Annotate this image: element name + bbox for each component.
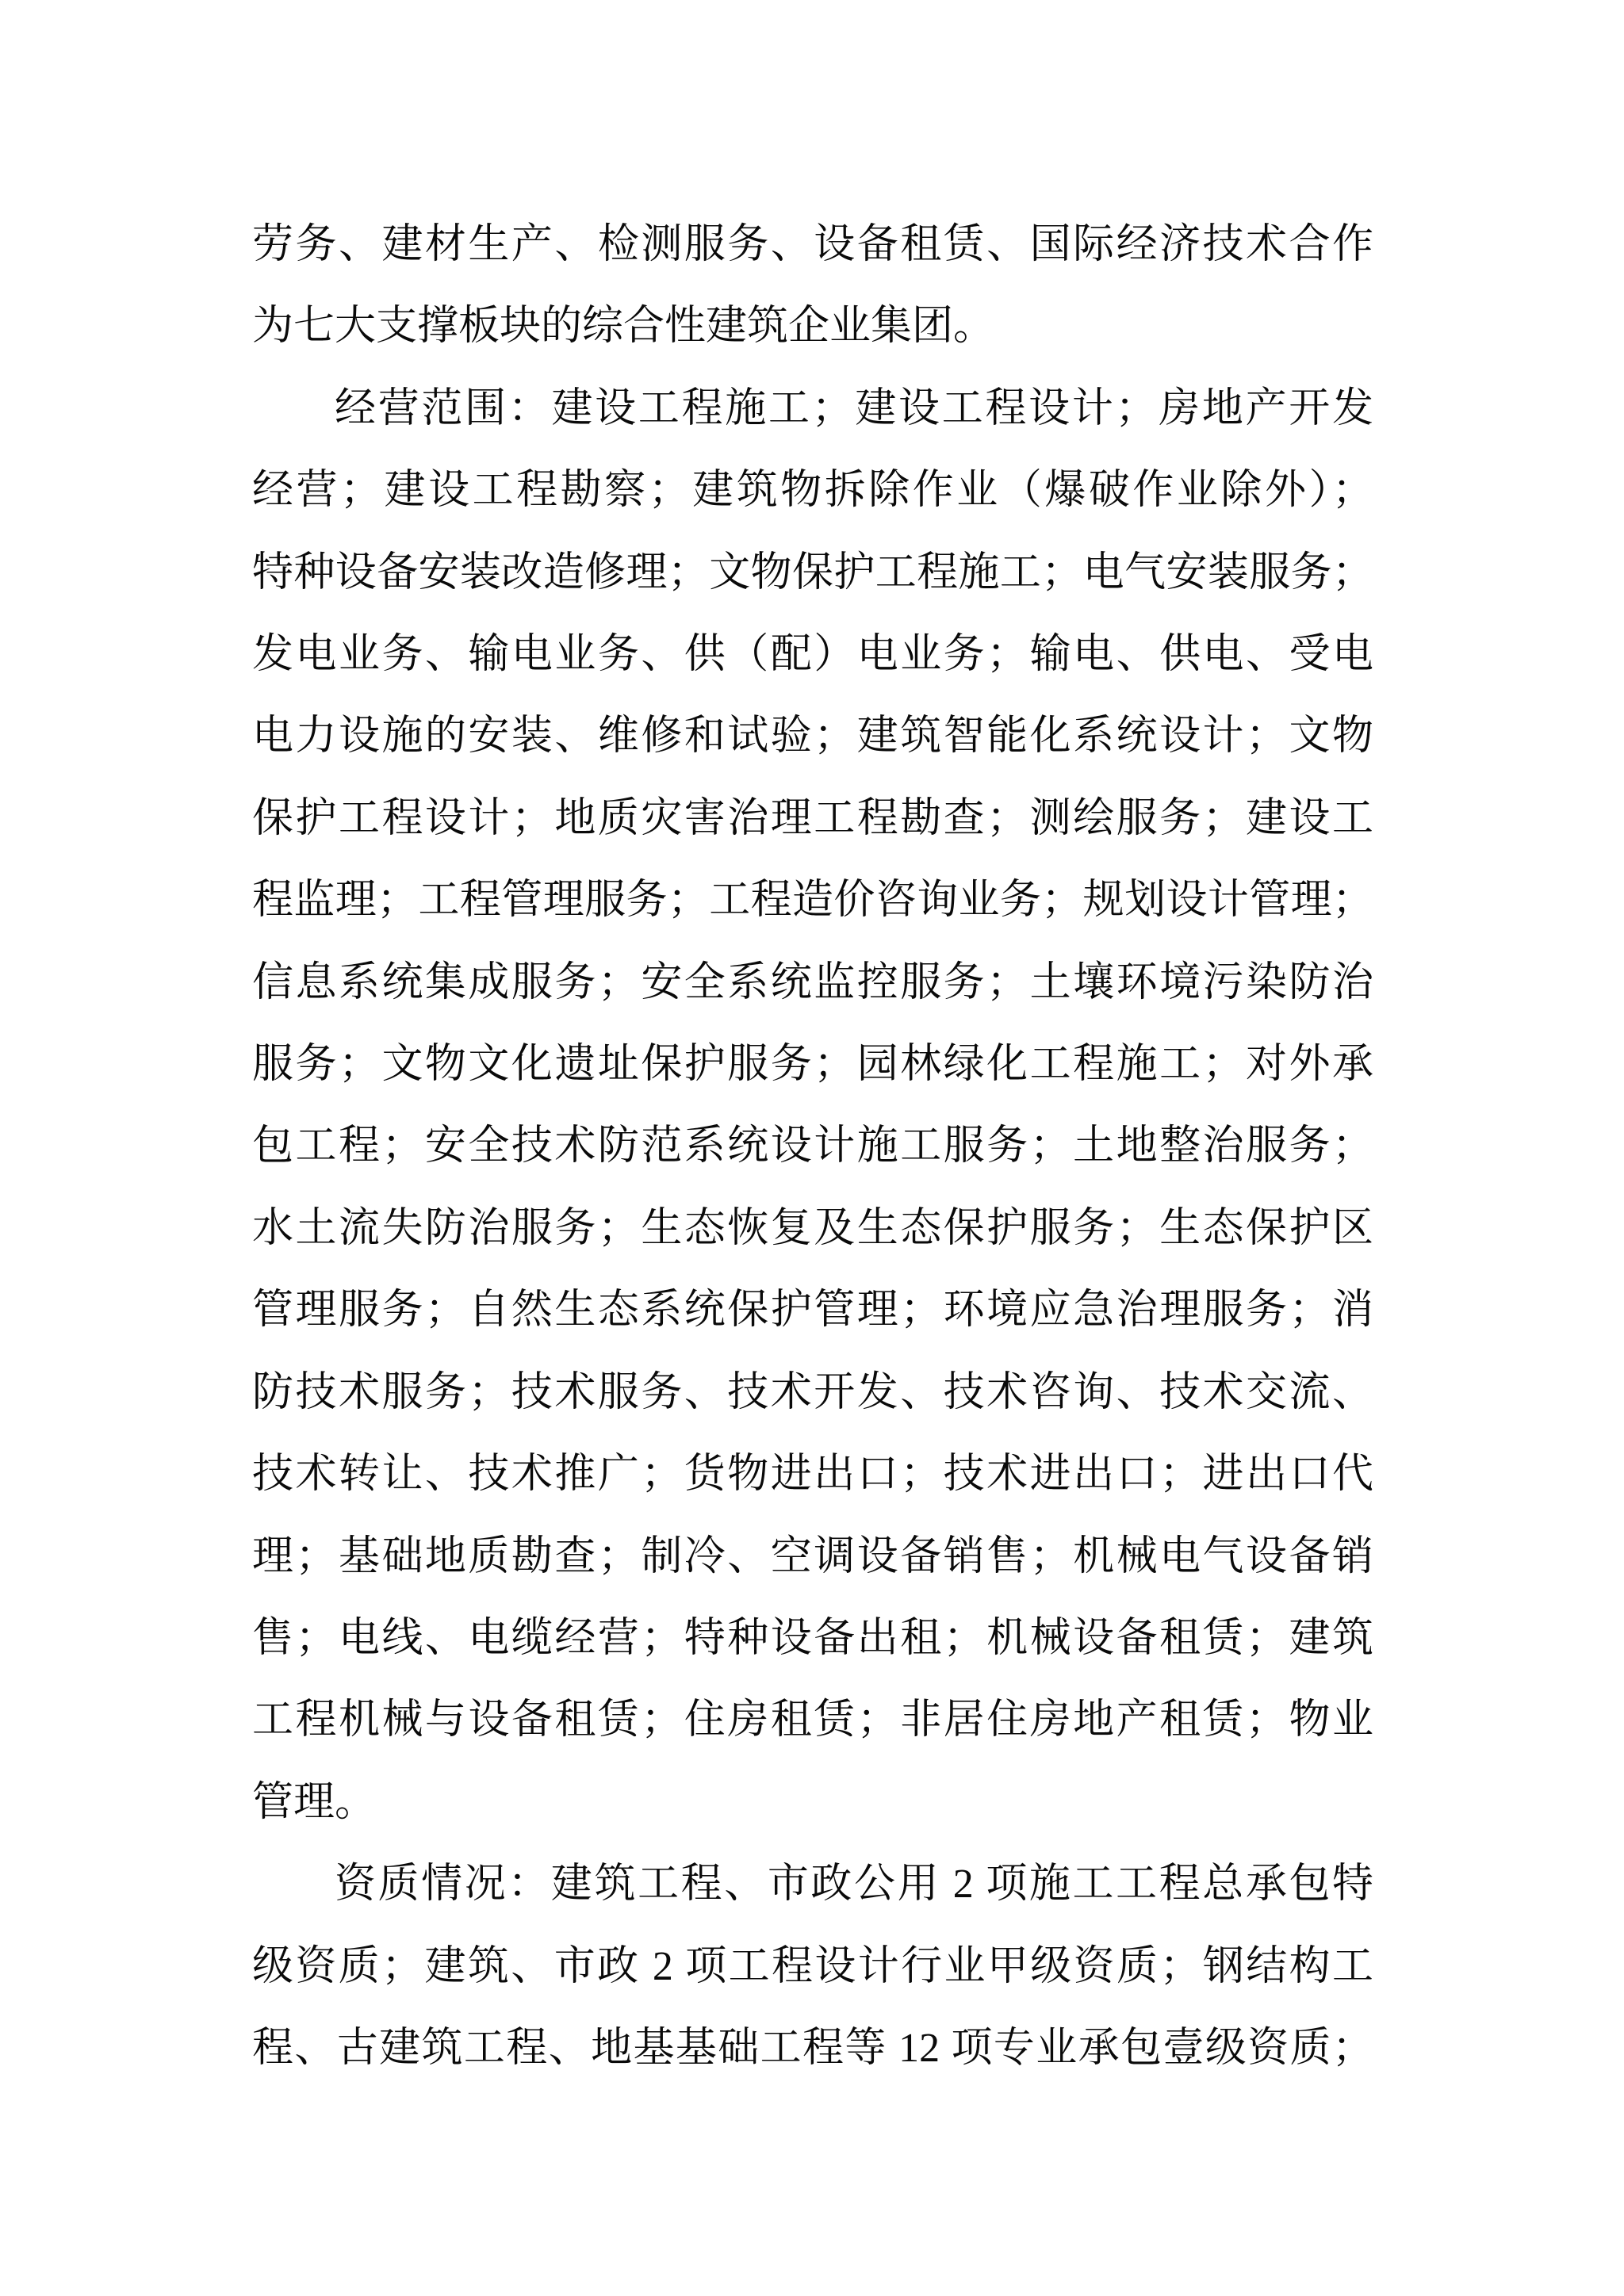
- text-line: 服务；文物文化遗址保护服务；园林绿化工程施工；对外承: [252, 1042, 1373, 1088]
- text-line: 经营范围：建设工程施工；建设工程设计；房地产开发: [335, 385, 1373, 431]
- document-text-block: [252, 204, 1373, 2089]
- text-line: 防技术服务；技术服务、技术开发、技术咨询、技术交流、: [252, 1369, 1373, 1415]
- text-line: 保护工程设计；地质灾害治理工程勘查；测绘服务；建设工: [252, 795, 1373, 841]
- text-line: 理；基础地质勘查；制冷、空调设备销售；机械电气设备销: [252, 1533, 1373, 1579]
- text-line: 级资质；建筑、市政 2 项工程设计行业甲级资质；钢结构工: [252, 1943, 1373, 1989]
- text-line: 发电业务、输电业务、供（配）电业务；输电、供电、受电: [252, 632, 1373, 678]
- text-line: 包工程；安全技术防范系统设计施工服务；土地整治服务；: [252, 1123, 1373, 1169]
- paragraph-qualifications: [252, 1843, 1373, 2089]
- paragraph-business-scope: [252, 368, 1373, 1843]
- text-line: 管理。: [252, 1779, 377, 1825]
- text-line: 劳务、建材生产、检测服务、设备租赁、国际经济技术合作: [252, 222, 1373, 267]
- text-line: 电力设施的安装、维修和试验；建筑智能化系统设计；文物: [252, 714, 1373, 760]
- text-line: 管理服务；自然生态系统保护管理；环境应急治理服务；消: [252, 1288, 1373, 1334]
- text-line: 技术转让、技术推广；货物进出口；技术进出口；进出口代: [252, 1452, 1373, 1498]
- text-line: 信息系统集成服务；安全系统监控服务；土壤环境污染防治: [252, 959, 1373, 1005]
- text-line: 程监理；工程管理服务；工程造价咨询业务；规划设计管理；: [252, 878, 1373, 924]
- text-line: 工程机械与设备租赁；住房租赁；非居住房地产租赁；物业: [252, 1697, 1373, 1743]
- text-line: 经营；建设工程勘察；建筑物拆除作业（爆破作业除外）；: [252, 468, 1373, 514]
- paragraph-intro-continuation: [252, 204, 1373, 368]
- text-line: 特种设备安装改造修理；文物保护工程施工；电气安装服务；: [252, 549, 1373, 595]
- text-line: 水土流失防治服务；生态恢复及生态保护服务；生态保护区: [252, 1205, 1373, 1251]
- text-line: 程、古建筑工程、地基基础工程等 12 项专业承包壹级资质；: [252, 2025, 1373, 2071]
- text-line: 为七大支撑板块的综合性建筑企业集团。: [252, 304, 995, 350]
- text-line: 资质情况：建筑工程、市政公用 2 项施工工程总承包特: [335, 1862, 1373, 1908]
- text-line: 售；电线、电缆经营；特种设备出租；机械设备租赁；建筑: [252, 1615, 1373, 1661]
